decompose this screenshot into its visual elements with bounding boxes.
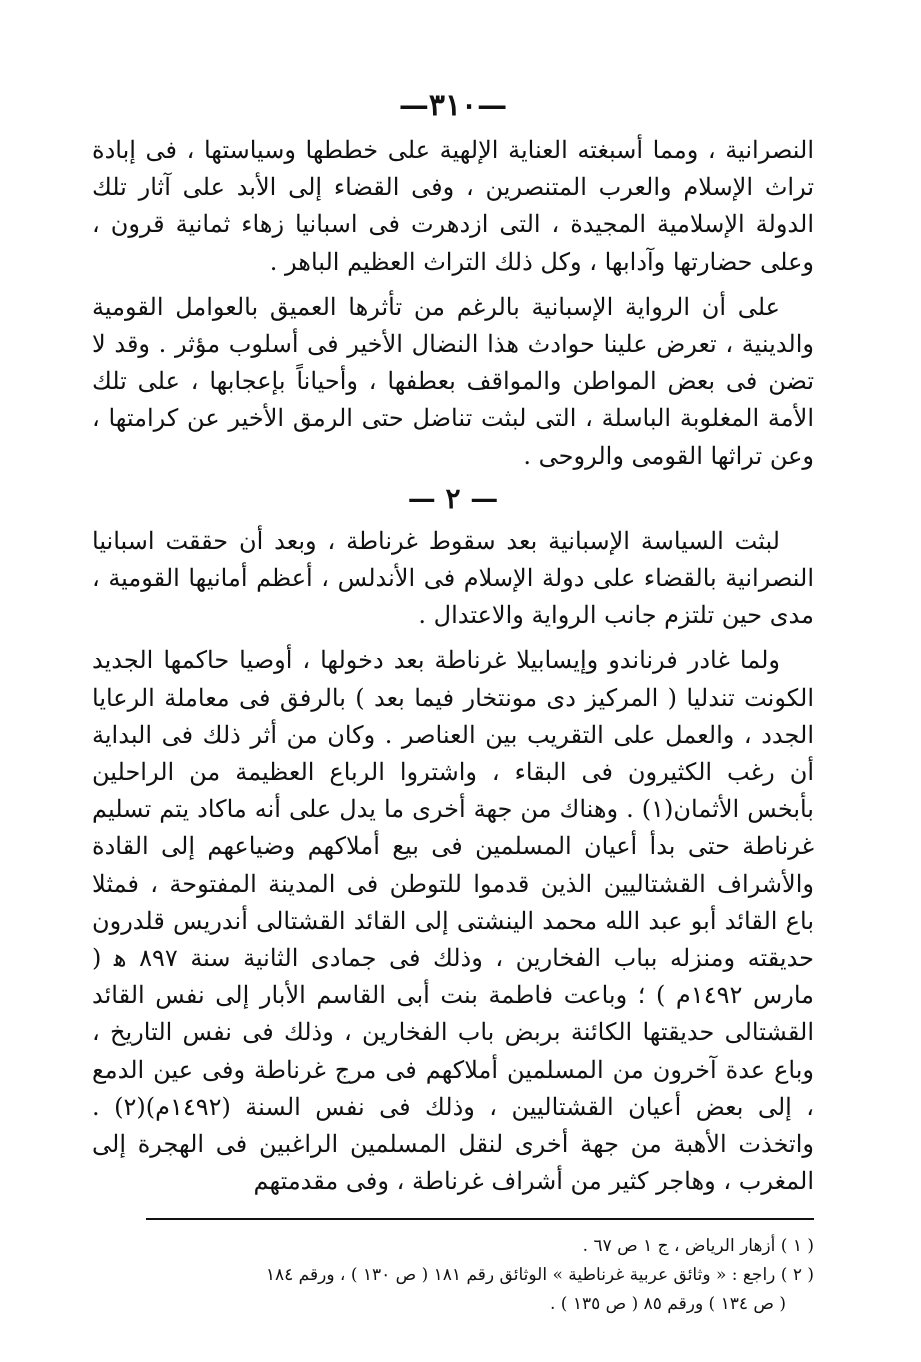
section-number: — ٢ — bbox=[407, 481, 499, 515]
paragraph-granada-history: ولما غادر فرناندو وإيسابيلا غرناطة بعد دخولها ، أوصيا حاكمها الجديد الكونت تندليا ( المركيز دى مونتخار فيما بعد ) بالرفق فى معاملة الرعايا الجدد ، والعمل على التقريب بين العناصر . وكان من أثر ذلك فى البداية أن رغب الكثيرون فى البقاء ، واشتروا الرباع العظيمة من الراحلين بأبخس الأثمان(١) . وهناك من جهة أخرى ما يدل على أنه ماكاد يتم تسليم غرناطة حتى بدأ أعيان المسلمين فى بيع أملاكهم وضياعهم إلى القادة والأشراف القشتاليين الذين قدموا للتوطن فى المدينة المفتوحة ، فمثلا باع القائد أبو عبد الله محمد الينشتى إلى القائد القشتالى أندريس قلدرون حديقته ومنزله بباب الفخارين ، وذلك فى جمادى الثانية سنة ٨٩٧ ﻫ ( مارس ١٤٩٢م ) ؛ وباعت فاطمة بنت أبى القاسم الأبار إلى نفس القائد القشتالى حديقتها الكائنة بربض باب الفخارين ، وذلك فى نفس التاريخ ، وباع عدة آخرون من المسلمين أملاكهم فى مرج غرناطة وفى عين الدمع ، إلى بعض أعيان القشتاليين ، وذلك فى نفس السنة (١٤٩٢م)(٢) . واتخذت الأهبة من جهة أخرى لنقل المسلمين الراغبين فى الهجرة إلى المغرب ، وهاجر كثير من أشراف غرناطة ، وفى مقدمتهم bbox=[92, 646, 815, 1196]
paragraph-spanish-narrative: على أن الرواية الإسبانية بالرغم من تأثرها العميق بالعوامل القومية والدينية ، تعرض علينا حوادث هذا النضال الأخير فى أسلوب مؤثر . وقد لا تضن فى بعض المواطن والمواقف بعطفها ، وأحياناً بإعجابها ، على تلك الأمة المغلوبة الباسلة ، التى لبثت تناضل حتى الرمق الأخير عن كرامتها ، وعن تراثها القومى والروحى . bbox=[92, 292, 814, 470]
paragraph-spanish-policy: لبثت السياسة الإسبانية بعد سقوط غرناطة ، وبعد أن حققت اسبانيا النصرانية بالقضاء على دولة الإسلام فى الأندلس ، أعظم أمانيها القومية ، مدى حين تلتزم جانب الرواية والاعتدال . bbox=[92, 526, 814, 630]
footnote-one: ( ١ ) أزهار الرياض ، ج ١ ص ٦٧ . bbox=[582, 1236, 814, 1257]
paragraph-spacer bbox=[92, 281, 814, 289]
footnote-two-line-one: ( ٢ ) راجع : « وثائق عربية غرناطية » الوثائق رقم ١٨١ ( ص ١٣٠ ) ، ورقم ١٨٤ bbox=[265, 1265, 814, 1286]
paragraph-continuation: النصرانية ، ومما أسبغته العناية الإلهية على خططها وسياستها ، فى إبادة تراث الإسلام والعرب المتنصرين ، وفى القضاء إلى الأبد على آثار تلك الدولة الإسلامية المجيدة ، التى ازدهرت فى اسبانيا زهاء ثمانية قرون ، وعلى حضارتها وآدابها ، وكل ذلك التراث العظيم الباهر . bbox=[92, 136, 815, 276]
footnote-two-line-two: ( ص ١٣٤ ) ورقم ٨٥ ( ص ١٣٥ ) . bbox=[549, 1294, 786, 1315]
footnotes-list bbox=[92, 1232, 814, 1319]
footnote-divider bbox=[146, 1218, 814, 1220]
page-number: —٣١٠— bbox=[398, 88, 508, 123]
paragraph-spacer-second bbox=[92, 634, 814, 642]
book-page bbox=[92, 88, 814, 1318]
